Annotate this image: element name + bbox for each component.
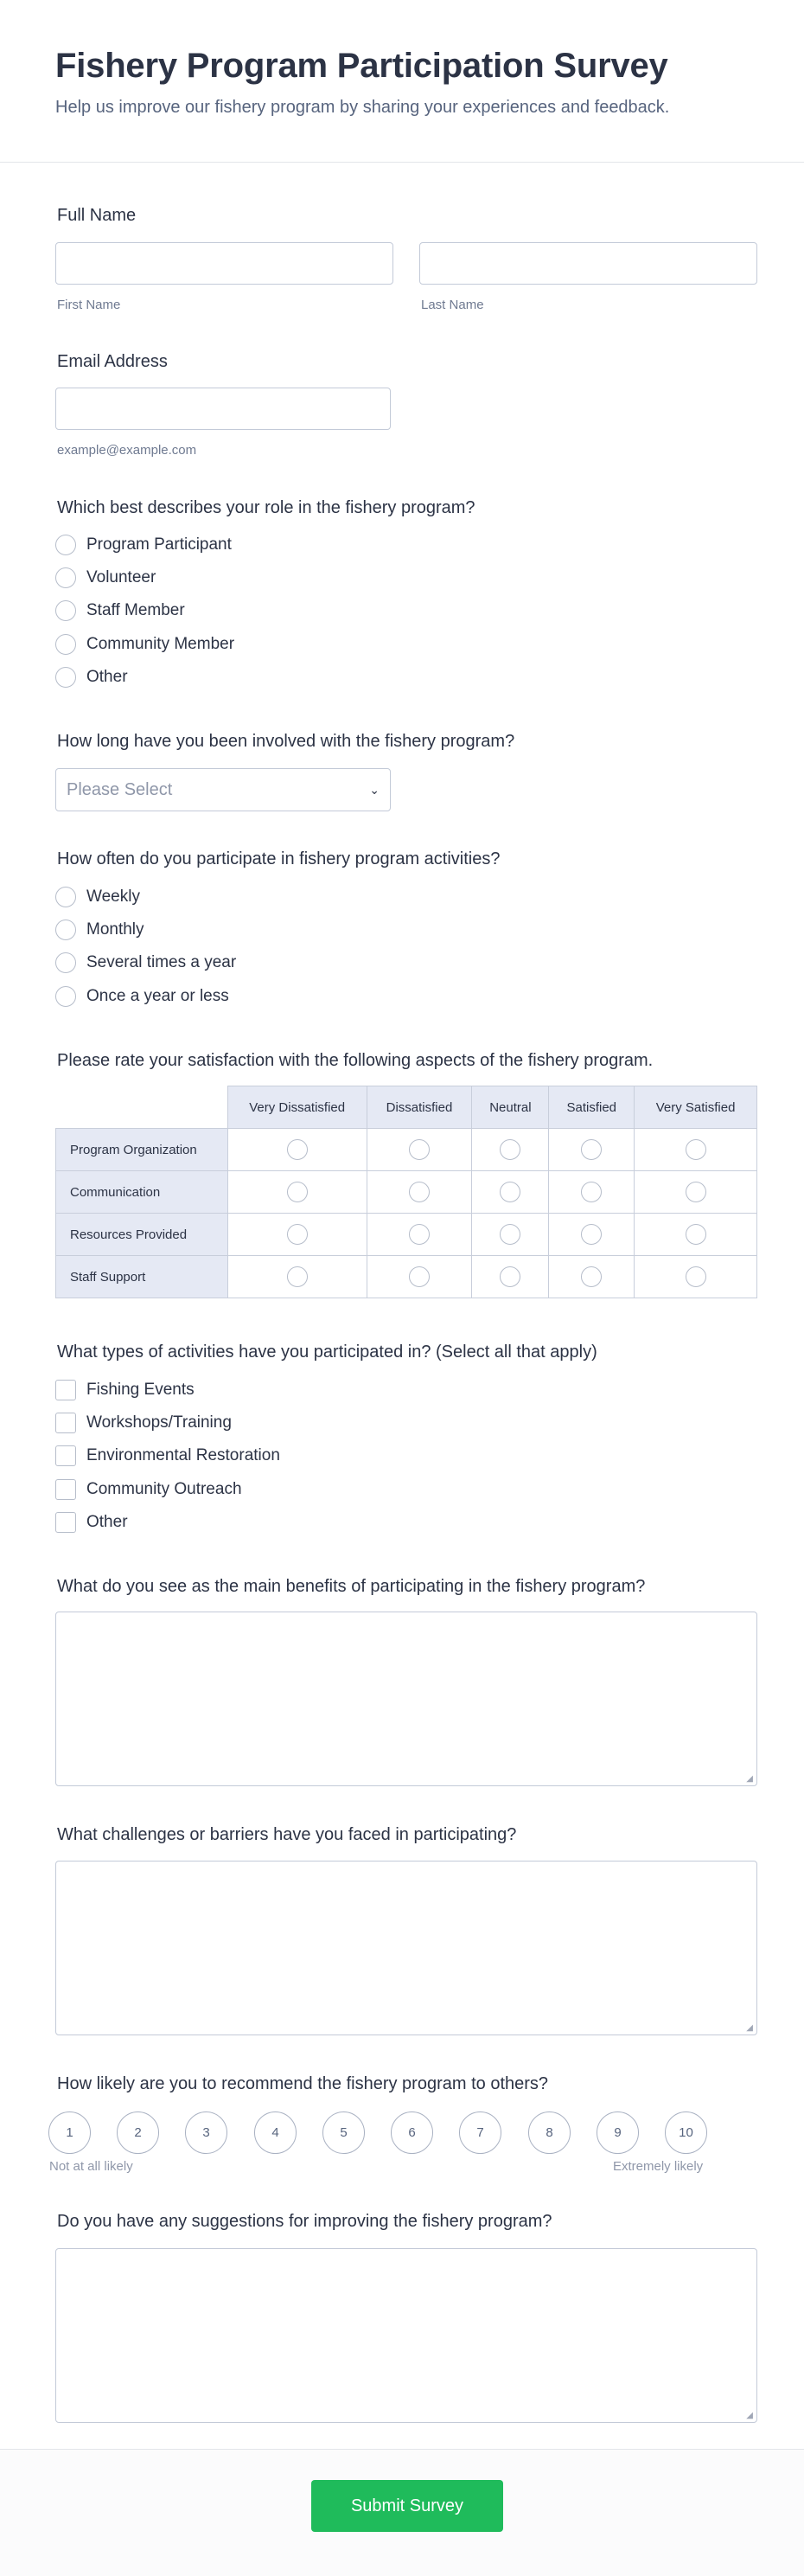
scale-option-1[interactable]: 1 [48, 2111, 91, 2154]
role-option[interactable] [55, 534, 232, 556]
matrix-column-header: Very Dissatisfied [227, 1086, 367, 1129]
matrix-radio[interactable] [287, 1224, 308, 1245]
matrix-radio[interactable] [581, 1139, 602, 1160]
form-subtitle: Help us improve our fishery program by sharing your experiences and feedback. [55, 98, 670, 117]
matrix-row-label: Communication [56, 1171, 228, 1214]
frequency-option-label: Several times a year [86, 953, 237, 971]
matrix-row [56, 1214, 757, 1256]
activities-question: What types of activities have you participated in? (Select all that apply) [57, 1342, 597, 1362]
benefits-question: What do you see as the main benefits of participating in the fishery program? [57, 1577, 646, 1596]
checkbox[interactable] [55, 1512, 76, 1533]
frequency-option-label: Once a year or less [86, 987, 229, 1005]
matrix-column-header: Satisfied [549, 1086, 635, 1129]
resize-handle-icon[interactable]: ◢ [746, 2411, 753, 2420]
form-title: Fishery Program Participation Survey [55, 47, 668, 85]
frequency-option-label: Monthly [86, 920, 144, 939]
scale-option-5[interactable]: 5 [322, 2111, 365, 2154]
frequency-option[interactable] [55, 952, 236, 974]
benefits-textarea[interactable] [55, 1612, 757, 1786]
checkbox[interactable] [55, 1413, 76, 1433]
challenges-question: What challenges or barriers have you faced in participating? [57, 1825, 517, 1844]
matrix-radio[interactable] [686, 1139, 706, 1160]
duration-placeholder: Please Select [67, 779, 173, 799]
email-input[interactable] [55, 388, 391, 430]
matrix-radio[interactable] [409, 1139, 430, 1160]
role-option[interactable] [55, 666, 128, 689]
role-option-label: Staff Member [86, 601, 185, 619]
scale-option-7[interactable]: 7 [459, 2111, 501, 2154]
first-name-sublabel: First Name [57, 298, 121, 312]
matrix-row [56, 1256, 757, 1298]
activity-option[interactable] [55, 1412, 232, 1434]
matrix-radio[interactable] [581, 1224, 602, 1245]
email-label: Email Address [57, 352, 168, 371]
matrix-row-label: Resources Provided [56, 1214, 228, 1256]
satisfaction-question: Please rate your satisfaction with the following aspects of the fishery program. [57, 1051, 654, 1070]
role-option-label: Other [86, 668, 128, 686]
activity-option-label: Other [86, 1513, 128, 1531]
frequency-option[interactable] [55, 919, 144, 941]
matrix-radio[interactable] [287, 1182, 308, 1202]
radio-circle[interactable] [55, 600, 76, 621]
matrix-column-header: Neutral [472, 1086, 549, 1129]
activity-option-label: Community Outreach [86, 1480, 242, 1498]
chevron-down-icon: ⌄ [369, 782, 380, 797]
activity-option-label: Workshops/Training [86, 1413, 232, 1432]
scale-high-label: Extremely likely [613, 2159, 704, 2174]
role-option[interactable] [55, 599, 185, 622]
matrix-radio[interactable] [686, 1266, 706, 1287]
duration-question: How long have you been involved with the fishery program? [57, 732, 515, 751]
recommend-question: How likely are you to recommend the fishery program to others? [57, 2074, 549, 2093]
matrix-radio[interactable] [287, 1266, 308, 1287]
activity-option-label: Environmental Restoration [86, 1446, 280, 1464]
resize-handle-icon[interactable]: ◢ [746, 2023, 753, 2033]
form-header [0, 0, 804, 163]
submit-button[interactable]: Submit Survey [311, 2480, 503, 2532]
role-question: Which best describes your role in the fishery program? [57, 498, 475, 517]
activity-option-label: Fishing Events [86, 1381, 195, 1399]
role-option-label: Community Member [86, 635, 235, 653]
matrix-row-label: Program Organization [56, 1129, 228, 1171]
scale-option-9[interactable]: 9 [597, 2111, 639, 2154]
suggestions-question: Do you have any suggestions for improving the fishery program? [57, 2212, 552, 2231]
radio-circle[interactable] [55, 887, 76, 907]
challenges-textarea[interactable] [55, 1861, 757, 2035]
checkbox[interactable] [55, 1445, 76, 1466]
scale-option-2[interactable]: 2 [117, 2111, 159, 2154]
resize-handle-icon[interactable]: ◢ [746, 1774, 753, 1784]
frequency-option[interactable] [55, 886, 140, 908]
scale-option-6[interactable]: 6 [391, 2111, 433, 2154]
radio-circle[interactable] [55, 535, 76, 555]
activity-option[interactable] [55, 1478, 242, 1501]
matrix-radio[interactable] [581, 1266, 602, 1287]
activity-option[interactable] [55, 1511, 128, 1534]
scale-option-3[interactable]: 3 [185, 2111, 227, 2154]
matrix-radio[interactable] [287, 1139, 308, 1160]
matrix-radio[interactable] [581, 1182, 602, 1202]
matrix-radio[interactable] [500, 1224, 520, 1245]
role-option[interactable] [55, 567, 156, 589]
matrix-radio[interactable] [686, 1182, 706, 1202]
full-name-label: Full Name [57, 206, 137, 225]
role-option[interactable] [55, 633, 234, 656]
scale-option-10[interactable]: 10 [665, 2111, 707, 2154]
matrix-corner [56, 1086, 228, 1129]
suggestions-textarea[interactable] [55, 2248, 757, 2423]
matrix-radio[interactable] [409, 1224, 430, 1245]
email-sublabel: example@example.com [57, 443, 197, 458]
matrix-radio[interactable] [500, 1182, 520, 1202]
matrix-radio[interactable] [500, 1139, 520, 1160]
scale-option-4[interactable]: 4 [254, 2111, 297, 2154]
first-name-input[interactable] [55, 242, 393, 285]
matrix-radio[interactable] [686, 1224, 706, 1245]
matrix-row [56, 1171, 757, 1214]
frequency-question: How often do you participate in fishery program activities? [57, 849, 501, 868]
checkbox[interactable] [55, 1380, 76, 1400]
last-name-input[interactable] [419, 242, 757, 285]
last-name-sublabel: Last Name [421, 298, 484, 312]
activity-option[interactable] [55, 1445, 280, 1467]
matrix-column-header: Dissatisfied [367, 1086, 472, 1129]
matrix-row [56, 1129, 757, 1171]
radio-circle[interactable] [55, 667, 76, 688]
activity-option[interactable] [55, 1379, 195, 1401]
duration-select[interactable] [55, 768, 391, 811]
satisfaction-matrix [55, 1086, 757, 1298]
scale-low-label: Not at all likely [49, 2159, 133, 2174]
role-option-label: Volunteer [86, 568, 156, 586]
role-option-label: Program Participant [86, 535, 232, 554]
scale-option-8[interactable]: 8 [528, 2111, 571, 2154]
checkbox[interactable] [55, 1479, 76, 1500]
matrix-radio[interactable] [500, 1266, 520, 1287]
radio-circle[interactable] [55, 567, 76, 588]
frequency-option-label: Weekly [86, 888, 140, 906]
radio-circle[interactable] [55, 634, 76, 655]
radio-circle[interactable] [55, 952, 76, 973]
matrix-column-header: Very Satisfied [635, 1086, 757, 1129]
matrix-radio[interactable] [409, 1266, 430, 1287]
matrix-row-label: Staff Support [56, 1256, 228, 1298]
radio-circle[interactable] [55, 920, 76, 940]
matrix-radio[interactable] [409, 1182, 430, 1202]
radio-circle[interactable] [55, 986, 76, 1007]
frequency-option[interactable] [55, 985, 229, 1008]
